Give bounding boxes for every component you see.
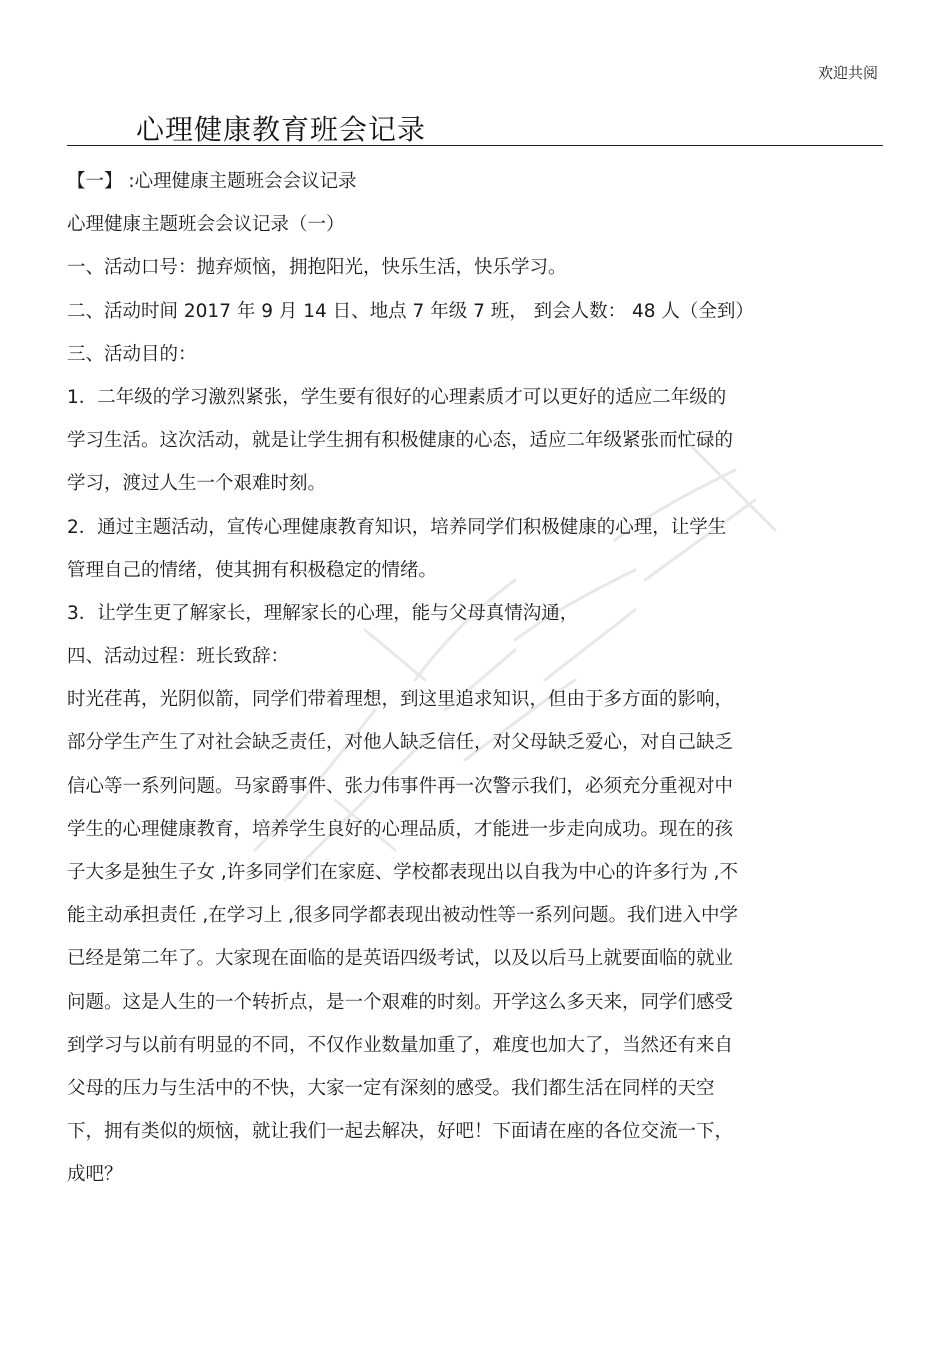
title-rule [67,145,883,146]
header-note: 欢迎共阅 [817,64,878,82]
body-line: 时光荏苒，光阴似箭，同学们带着理想，到这里追求知识，但由于多方面的影响， [67,689,734,711]
body-line: 到学习与以前有明显的不同，不仅作业数量加重了，难度也加大了，当然还有来自 [67,1034,734,1056]
body-line: 四、活动过程：班长致辞： [67,646,290,668]
body-line: 下，拥有类似的烦恼，就让我们一起去解决，好吧！下面请在座的各位交流一下， [67,1121,734,1143]
body-line: 学生的心理健康教育，培养学生良好的心理品质，才能进一步走向成功。现在的孩 [67,818,734,840]
body-line: 信心等一系列问题。马家爵事件、张力伟事件再一次警示我们，必须充分重视对中 [67,775,734,797]
body-line: 二、活动时间 2017 年 9 月 14 日、地点 7 年级 7 班， 到会人数： 48 人（全到） [67,300,754,322]
body-line: 成吧？ [67,1164,123,1186]
body-line: 3．让学生更了解家长，理解家长的心理，能与父母真情沟通， [67,602,579,624]
body-line: 一、活动口号：抛弃烦恼，拥抱阳光，快乐生活，快乐学习。 [67,257,567,279]
body-line: 部分学生产生了对社会缺乏责任，对他人缺乏信任，对父母缺乏爱心，对自己缺乏 [67,732,734,754]
body-line: 能主动承担责任 ,在学习上 ,很多同学都表现出被动性等一系列问题。我们进入中学 [67,905,739,927]
body-line: 学习生活。这次活动，就是让学生拥有积极健康的心态，适应二年级紧张而忙碌的 [67,430,734,452]
body-line: 【一】 :心理健康主题班会会议记录 [67,171,357,192]
body-line: 学习，渡过人生一个艰难时刻。 [67,473,327,495]
body-line: 管理自己的情绪，使其拥有积极稳定的情绪。 [67,559,438,581]
document-body [67,160,887,1197]
body-line: 心理健康主题班会会议记录（一） [67,214,345,236]
body-line: 问题。这是人生的一个转折点，是一个艰难的时刻。开学这么多天来，同学们感受 [67,991,734,1013]
body-line: 子大多是独生子女 ,许多同学们在家庭、学校都表现出以自我为中心的许多行为 ,不 [67,862,739,883]
body-line: 父母的压力与生活中的不快，大家一定有深刻的感受。我们都生活在同样的天空 [67,1077,715,1099]
body-line: 已经是第二年了。大家现在面临的是英语四级考试，以及以后马上就要面临的就业 [67,948,734,970]
body-line: 三、活动目的： [67,343,197,365]
body-line: 1．二年级的学习激烈紧张，学生要有很好的心理素质才可以更好的适应二年级的 [67,386,727,408]
document-title: 心理健康教育班会记录 [136,113,427,146]
body-line: 2．通过主题活动，宣传心理健康教育知识，培养同学们积极健康的心理，让学生 [67,516,727,538]
